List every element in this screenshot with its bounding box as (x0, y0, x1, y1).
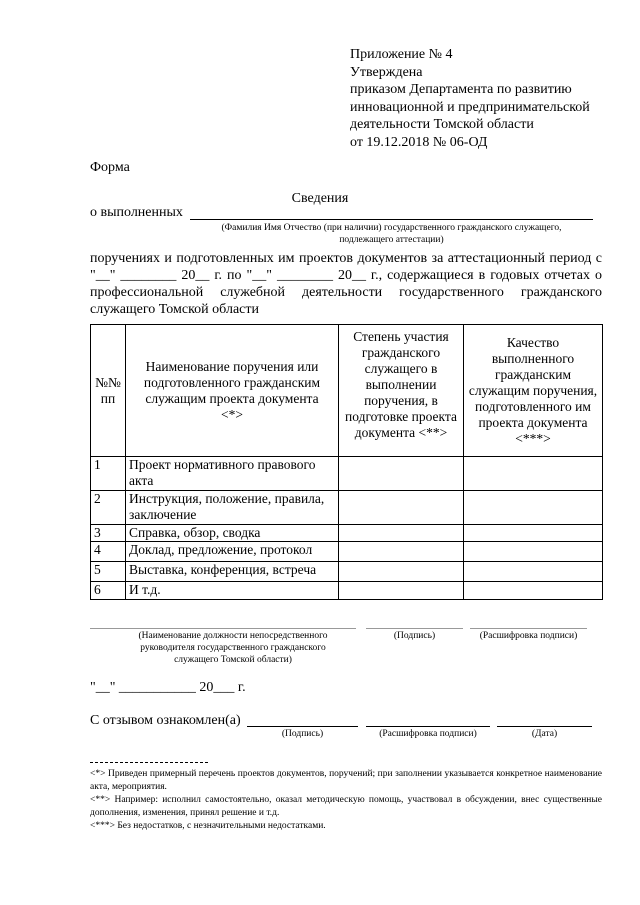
header-quality: Качество выполненного гражданским служащим поручения, подготовленного им проекта документа <***> (464, 325, 603, 457)
caption-line: (Фамилия Имя Отчество (при наличии) государственного гражданского служащего, (221, 223, 562, 233)
table-row (91, 582, 603, 600)
table-row (91, 525, 603, 542)
row-name: Справка, обзор, сводка (126, 525, 339, 542)
row-quality-cell[interactable] (464, 562, 603, 582)
paragraph-line: поручениях и подготовленных им проектов документов за аттестационный период с (90, 251, 602, 266)
row-degree-cell[interactable] (339, 525, 464, 542)
row-quality-cell[interactable] (464, 542, 603, 562)
appendix-line: от 19.12.2018 № 06-ОД (350, 134, 488, 150)
acquainted-label: С отзывом ознакомлен(а) (90, 713, 241, 728)
supervisor-signature-field[interactable] (366, 628, 463, 629)
row-degree-cell[interactable] (339, 542, 464, 562)
row-name: Выставка, конференция, встреча (126, 562, 339, 582)
supervisor-decode-field[interactable] (470, 628, 587, 629)
footnote-3: <***> Без недостатков, с незначительными недостатками. (90, 821, 326, 831)
table-row (91, 457, 603, 491)
supervisor-decode-caption: (Расшифровка подписи) (479, 631, 578, 641)
table-row (91, 491, 603, 525)
appendix-line: деятельности Томской области (350, 117, 534, 132)
row-quality-cell[interactable] (464, 491, 603, 525)
supervisor-position-field[interactable] (90, 628, 356, 629)
appendix-line: инновационной и предпринимательской (350, 99, 590, 115)
paragraph-line: профессиональной служебной деятельности государственного гражданского (90, 285, 602, 300)
row-degree-cell[interactable] (339, 491, 464, 525)
assignments-table (90, 324, 603, 600)
acquainted-signature-field[interactable] (247, 726, 358, 727)
date-line: "__" ___________ 20___ г. (90, 680, 246, 695)
row-degree-cell[interactable] (339, 562, 464, 582)
paragraph-line: служащего Томской области (90, 302, 259, 317)
acquainted-signature-caption: (Подпись) (281, 729, 324, 739)
employee-name-caption (190, 222, 593, 246)
document-title: Сведения (291, 191, 349, 206)
appendix-line: Утверждена (350, 64, 423, 80)
employee-name-field[interactable] (190, 219, 593, 220)
footnote-2: <**> Например: исполнил самостоятельно, оказал методическую помощь, участвовал в обсуждении, внес существенные дополнения, изменения, принял решение и т.д. (90, 795, 602, 818)
supervisor-signature-caption: (Подпись) (393, 631, 436, 641)
appendix-line: приказом Департамента по развитию (350, 82, 572, 97)
row-num: 3 (91, 525, 126, 542)
row-quality-cell[interactable] (464, 525, 603, 542)
about-prefix: о выполненных (90, 205, 183, 220)
row-num: 2 (91, 491, 126, 525)
row-quality-cell[interactable] (464, 582, 603, 600)
row-name: Проект нормативного правового акта (126, 457, 339, 491)
appendix-line: Приложение № 4 (350, 47, 453, 62)
row-name: Доклад, предложение, протокол (126, 542, 339, 562)
form-label: Форма (90, 160, 130, 175)
row-name: Инструкция, положение, правила, заключение (126, 491, 339, 525)
caption-line: подлежащего аттестации) (339, 235, 444, 245)
table-row (91, 542, 603, 562)
header-degree: Степень участия гражданского служащего в выполнении поручения, в подготовке проекта документа <**> (339, 325, 464, 457)
row-num: 5 (91, 562, 126, 582)
row-degree-cell[interactable] (339, 457, 464, 491)
row-quality-cell[interactable] (464, 457, 603, 491)
row-name: И т.д. (126, 582, 339, 600)
intro-paragraph (90, 250, 602, 318)
row-num: 6 (91, 582, 126, 600)
acquainted-date-field[interactable] (497, 726, 592, 727)
table-header-row (91, 325, 603, 457)
paragraph-line: "__" ________ 20__ г. по "__" ________ 20__ г., содержащиеся в годовых отчетах о (90, 268, 602, 283)
footnote-1: <*> Приведен примерный перечень проектов документов, поручений; при заполнении указывается конкретное наименование акта, мероприятия. (90, 769, 602, 792)
supervisor-position-caption: (Наименование должности непосредственного руководителя государственного гражданского служащего Томской области) (138, 631, 328, 665)
footnote-separator (90, 762, 208, 763)
acquainted-decode-field[interactable] (366, 726, 490, 727)
acquainted-date-caption: (Дата) (531, 729, 558, 739)
acquainted-decode-caption: (Расшифровка подписи) (379, 729, 477, 739)
header-name: Наименование поручения или подготовленного гражданским служащим проекта документа <*> (126, 325, 339, 457)
appendix-block (350, 46, 590, 151)
header-num: №№ пп (91, 325, 126, 457)
table-row (91, 562, 603, 582)
row-degree-cell[interactable] (339, 582, 464, 600)
row-num: 1 (91, 457, 126, 491)
row-num: 4 (91, 542, 126, 562)
